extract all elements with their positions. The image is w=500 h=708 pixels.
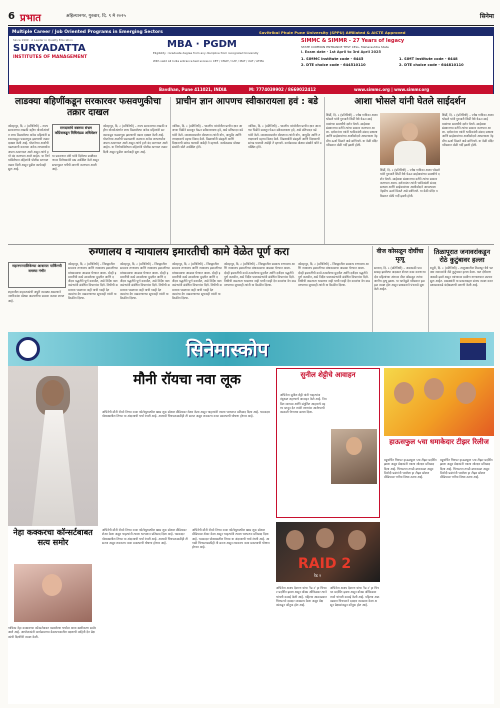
newspaper-logo: प्रभात — [20, 13, 42, 24]
headline-neha-kakkar: नेहा कक्करचा कॉन्सर्टबाबत सत्य समोर — [13, 528, 93, 547]
article-body: शिर्डी, दि. ८ (प्रतिनिधी) – ज्येष्ठ गायिका आशा भोसले यांनी गुरुवारी शिर्डी येथे येऊन साईबाबांच्या समाधीचे दर्शन घेतले. साईबाबा संस्थानच्या वतीने त्यांचा सत्कार करण्यात आला. दर्शनानंतर त्यांनी भाविकांशी संवाद साधला आणि साईबाबांच्या आशीर्वादाने आपल्याला नेहमीच ऊर्जा मिळते असे सांगितले. या वेळी मंदिर परिसरात मोठी गर्दी झाली होती. — [326, 113, 378, 148]
headline-tilapur: तिळापूरात जनावरांकडून रोठे कुटुंबावर हल्ला — [433, 248, 491, 264]
article-body-continued: शिर्डी, दि. ८ (प्रतिनिधी) – ज्येष्ठ गायिका आशा भोसले यांनी गुरुवारी शिर्डी येथे येऊन साईबाबांच्या समाधीचे दर्शन घेतले. साईबाबा संस्थानच्या वतीने त्यांचा सत्कार करण्यात आला. दर्शनानंतर त्यांनी भाविकांशी संवाद साधला आणि साईबाबांच्या आशीर्वादाने आपल्याला नेहमीच ऊर्जा मिळते असे सांगितले. या वेळी मंदिर परिसरात मोठी गर्दी झाली होती. — [380, 168, 440, 198]
neha-kakkar-photo — [14, 564, 92, 622]
side-box-body: या प्रकरणात मंत्री यांनी दिलेल्या स्पष्टीकरणावर विरोधकांनी प्रश्न उपस्थित केले असून सभागृहात चर्चेची मागणी करण्यात आली आहे. — [52, 154, 99, 171]
clapboard-icon — [460, 338, 486, 360]
article-body: सातारा, दि. ८ (प्रतिनिधी) – अवकाळी पावसासह झालेल्या वादळात शेतात काम करणाऱ्या दोन महिलांच्या अंगावर वीज कोसळून त्यांचा जागीच मृत्यू झाला. या घटनेमुळे परिसरात हळहळ व्यक्त होत असून प्रशासनाने पंचनामे सुरू केले आहेत. — [374, 266, 426, 292]
article-body: कोल्हापूर, दि. ८ (प्रतिनिधी) – राज्य सरकारच्या लाडकी बहीण योजनेअंतर्गत लाभ मिळालेल्या अनेक महिलांनी सरकारकडून फसवणूक झाल्याची तक्रार दाखल केली आहे. योजनेच्या अर्जांची पडताळणी करताना अनेक लाभार्थ्यांना अपात्र ठरवण्यात आले असून त्यांचे हप्ते बंद करण्यात आले आहेत. या निर्णयाविरोधात महिलांनी पोलीस ठाण्यात तक्रार दिली असून पुढील कार्यवाही सुरू आहे. — [8, 124, 50, 171]
article-body: कोल्हापूर, दि. ८ (प्रतिनिधी) – जिल्ह्यातील सामान्य रुग्णालय आणि न्यायालय इमारतीच्या बांधकामाचा आढावा घेण्यात आला. दोन्ही इमारतींची कामे ठरवलेल्या मुदतीत आणि दर्जेदार पद्धतीने पूर्ण करावीत, असे निर्देश पालकमंत्र्यांनी संबंधित विभागांना दिले. निधीची कमतरता भासणार नाही याची ग्वाही देत कामांचा वेग वाढवण्याच्या सूचनाही त्यांनी या बैठकीत दिल्या. — [68, 262, 118, 301]
column-divider — [372, 246, 373, 332]
ad-program-panel: MBA · PGDM Eligibility : Graduate degree from any discipline from recognized University With valid All India entrance test scores in CET / CMAT / CAT / MAT / XAT / ATMA — [153, 39, 264, 63]
article-body-continued: कोल्हापूर, दि. ८ (प्रतिनिधी) – जिल्ह्यातील सामान्य रुग्णालय आणि न्यायालय इमारतीच्या बांधकामाचा आढावा घेण्यात आला. दोन्ही इमारतींची कामे ठरवलेल्या मुदतीत आणि दर्जेदार पद्धतीने पूर्ण करावीत, असे निर्देश पालकमंत्र्यांनी संबंधित विभागांना दिले. निधीची कमतरता भासणार नाही याची ग्वाही देत कामांचा वेग वाढवण्याच्या सूचनाही त्यांनी या बैठकीत दिल्या. — [120, 262, 170, 301]
cinema-section — [8, 332, 494, 704]
headline-ladki-bahin: लाडक्या बहिणींकडून सरकारवर फसवणुकीचा तक्रार दाखल — [14, 97, 162, 118]
column-divider — [170, 97, 171, 245]
column-divider — [324, 97, 325, 245]
section-name: सिनेमा — [479, 13, 494, 20]
article-body: गायिका नेहा कक्करच्या कॉन्सर्टबाबत पसरलेल्या चर्चांवर आता स्पष्टीकरण समोर आले आहे. आयोजकांनी कार्यक्रमाच्या वेळापत्रकातील बदलाची माहिती देत प्रेक्षकांची दिलगिरी व्यक्त केली. — [8, 626, 96, 639]
article-body: बहुचर्चित चित्रपट हाऊसफुल ५चा टीझर प्रदर्शित झाला असून प्रेक्षकांनी त्याला जोरदार प्रतिसाद दिला आहे. चित्रपटात तगडी स्टारकास्ट असून विनोदी प्रसंगांनी भरलेला हा टीझर सोशल मीडियावर चर्चेचा विषय ठरला आहे. — [384, 458, 437, 480]
headline-asha-bhosle: आशा भोसले यांनी घेतले साईदर्शन — [354, 97, 466, 107]
sunil-shetty-photo — [331, 429, 377, 484]
asha-bhosle-photo — [380, 113, 440, 165]
article-body-continued: अभिनेता अजय देवगण यांचा 'रेड २' हा चित्रपट प्रदर्शित झाला असून बॉक्स ऑफिसवर त्याने चांगली कमाई केली आहे. पहिल्या आठवड्यात चित्रपटाने दमदार व्यवसाय केला असून प्रेक्षकांकडून कौतुक होत आहे. — [330, 586, 380, 608]
dateline: अहिल्यानगर, गुरुवार, दि. ९ मे २०२५ — [66, 14, 126, 19]
cinema-banner — [8, 332, 494, 366]
article-body-continued: नाशिक, दि. ८ (प्रतिनिधी) – भारतीय परंपरेतील प्राचीन ज्ञान आजच्या पिढीने समजून घेऊन स्वीकारायला हवे, असे प्रतिपादन बडे यांनी केले. व्याख्यानमालेत बोलताना त्यांनी योग, आयुर्वेद आणि तत्त्वज्ञानाचे महत्त्व विशद केले. विद्यार्थ्यांनी संस्कृती आणि विज्ञानाची सांगड घालावी असेही ते म्हणाले. कार्यक्रमास मोठ्या संख्येने श्रोते उपस्थित होते. — [248, 124, 322, 150]
article-body-continued: अभिनेत्री मौनी रॉयने तिच्या नव्या फोटोशूटमधील खास लूक सोशल मीडियावर शेअर केला असून चाहत्यांनी त्याला भरभरून प्रतिसाद दिला आहे. चमकदार पोशाखातील तिच्या या अंदाजाची चर्चा रंगली आहे. आगामी चित्रपटासाठीही ती सज्ज असून लवकरच नव्या प्रकल्पाची घोषणा होणार आहे. — [192, 528, 270, 550]
housefull-poster — [384, 368, 494, 436]
article-body: नाशिक, दि. ८ (प्रतिनिधी) – भारतीय परंपरेतील प्राचीन ज्ञान आजच्या पिढीने समजून घेऊन स्वीकारायला हवे, असे प्रतिपादन बडे यांनी केले. व्याख्यानमालेत बोलताना त्यांनी योग, आयुर्वेद आणि तत्त्वज्ञानाचे महत्त्व विशद केले. विद्यार्थ्यांनी संस्कृती आणि विज्ञानाची सांगड घालावी असेही ते म्हणाले. कार्यक्रमास मोठ्या संख्येने श्रोते उपस्थित होते. — [172, 124, 243, 150]
film-reel-icon — [16, 337, 40, 361]
column-divider — [428, 246, 429, 332]
ad-top-bar: Multiple Career / Job Oriented Programs in Emerging Sectors Savitribai Phule Pune University (SPPU) Affiliated & AICTE Approved — [9, 28, 493, 36]
section-rule — [8, 244, 494, 245]
article-body: राहुरी, दि. ८ (प्रतिनिधी) – तालुक्यातील तिळापूर येथे भटक्या जनावरांनी रोठे कुटुंबावर हल्ला केला. यात दोघेजण जखमी झाले असून त्यांच्यावर ग्रामीण रुग्णालयात उपचार सुरू आहेत. ग्रामस्थांनी या प्रकाराबद्दल संताप व्यक्त करत प्रशासनाकडे बंदोबस्ताची मागणी केली आहे. — [430, 266, 493, 288]
ad-bottom-bar: Bavdhan, Pune 411021, INDIA M: 7774039902 / 8669022412 www.simmc.org | www.simmr.org — [9, 85, 493, 94]
masthead-rule — [8, 25, 494, 26]
article-body: अभिनेत्री मौनी रॉयने तिच्या नव्या फोटोशूटमधील खास लूक सोशल मीडियावर शेअर केला असून चाहत्यांनी त्याला भरभरून प्रतिसाद दिला आहे. चमकदार पोशाखातील तिच्या या अंदाजाची चर्चा रंगली आहे. आगामी चित्रपटासाठीही ती सज्ज असून लवकरच नव्या प्रकल्पाची घोषणा होणार आहे. — [102, 410, 270, 419]
article-body-continued: कोल्हापूर, दि. ८ (प्रतिनिधी) – जिल्ह्यातील सामान्य रुग्णालय आणि न्यायालय इमारतीच्या बांधकामाचा आढावा घेण्यात आला. दोन्ही इमारतींची कामे ठरवलेल्या मुदतीत आणि दर्जेदार पद्धतीने पूर्ण करावीत, असे निर्देश पालकमंत्र्यांनी संबंधित विभागांना दिले. निधीची कमतरता भासणार नाही याची ग्वाही देत कामांचा वेग वाढवण्याच्या सूचनाही त्यांनी या बैठकीत दिल्या. — [224, 262, 296, 288]
article-body-continued: अभिनेत्री मौनी रॉयने तिच्या नव्या फोटोशूटमधील खास लूक सोशल मीडियावर शेअर केला असून चाहत्यांनी त्याला भरभरून प्रतिसाद दिला आहे. चमकदार पोशाखातील तिच्या या अंदाजाची चर्चा रंगली आहे. आगामी चित्रपटासाठीही ती सज्ज असून लवकरच नव्या प्रकल्पाची घोषणा होणार आहे. — [102, 528, 188, 545]
sunil-shetty-box: सुनील शेट्टीचे आवाहन अभिनेता सुनील शेट्टी यांनी चाहत्यांना तंदुरुस्त राहण्याचे आवाहन केले आहे. नियमित व्यायाम आणि संतुलित आहाराचे महत्त्व पटवून देत त्यांनी तरुणांना आरोग्याची काळजी घेण्याचा सल्ला दिला. — [276, 368, 380, 518]
side-box: महानगरपालिकेच्या आवारात पार्किंगची समस्या गंभीर — [8, 262, 66, 288]
article-body-continued: बहुचर्चित चित्रपट हाऊसफुल ५चा टीझर प्रदर्शित झाला असून प्रेक्षकांनी त्याला जोरदार प्रतिसाद दिला आहे. चित्रपटात तगडी स्टारकास्ट असून विनोदी प्रसंगांनी भरलेला हा टीझर सोशल मीडियावर चर्चेचा विषय ठरला आहे. — [440, 458, 493, 480]
headline-lightning: वीज कोसळून दोघींचा मृत्यू — [376, 248, 424, 263]
page-number: 6 — [8, 11, 15, 22]
headline-mouni-roy: मौनी रॉयचा नवा लूक — [133, 372, 241, 388]
article-body-continued: कोल्हापूर, दि. ८ (प्रतिनिधी) – जिल्ह्यातील सामान्य रुग्णालय आणि न्यायालय इमारतीच्या बांधकामाचा आढावा घेण्यात आला. दोन्ही इमारतींची कामे ठरवलेल्या मुदतीत आणि दर्जेदार पद्धतीने पूर्ण करावीत, असे निर्देश पालकमंत्र्यांनी संबंधित विभागांना दिले. निधीची कमतरता भासणार नाही याची ग्वाही देत कामांचा वेग वाढवण्याच्या सूचनाही त्यांनी या बैठकीत दिल्या. — [298, 262, 370, 288]
masthead — [8, 10, 494, 24]
raid2-poster: RAID 2 रेड २ — [276, 522, 380, 582]
article-body-continued: शिर्डी, दि. ८ (प्रतिनिधी) – ज्येष्ठ गायिका आशा भोसले यांनी गुरुवारी शिर्डी येथे येऊन साईबाबांच्या समाधीचे दर्शन घेतले. साईबाबा संस्थानच्या वतीने त्यांचा सत्कार करण्यात आला. दर्शनानंतर त्यांनी भाविकांशी संवाद साधला आणि साईबाबांच्या आशीर्वादाने आपल्याला नेहमीच ऊर्जा मिळते असे सांगितले. या वेळी मंदिर परिसरात मोठी गर्दी झाली होती. — [442, 113, 494, 148]
headline-housefull: हाऊसफुल ५चा धमाकेदार टीझर रिलीज — [389, 438, 489, 446]
program-title: MBA · PGDM — [167, 39, 237, 50]
headline-prachin-dnyan: प्राचीन ज्ञान आपणच स्वीकारायला हवं : बडे — [175, 97, 318, 107]
article-body: अभिनेता अजय देवगण यांचा 'रेड २' हा चित्रपट प्रदर्शित झाला असून बॉक्स ऑफिसवर त्याने चांगली कमाई केली आहे. पहिल्या आठवड्यात चित्रपटाने दमदार व्यवसाय केला असून प्रेक्षकांकडून कौतुक होत आहे. — [276, 586, 327, 608]
side-box-body: शहरातील वाहनतळांची अपुरी व्यवस्था असल्याने नागरिकांना मोठ्या अडचणींचा सामना करावा लागत आहे. — [8, 290, 65, 303]
side-box-title: रामदासांचे वक्तव्य संभ्रम कॉंग्रेसकडून विधिमंडळ अधिवेशन — [54, 126, 98, 135]
ad-right-panel: SIMMC & SIMMR - 27 Years of legacy STATE COMMON ENTRANCE TEST CELL, Maharashtra State i. Exam date - 1st April to 3rd April 2025 1. SIMMC Institute code - 6445 1. SIMT Institute code - 6448 2. DTE choice code - 644510110 2. DTE choice code - 644810110 — [301, 38, 464, 67]
brand-name: SURYADATTA — [13, 43, 86, 54]
mouni-roy-photo — [8, 366, 98, 526]
headline-hospital-court: रुग्णालय व न्यायालय इमारतीची कामे वेळेत पूर्ण करा — [88, 246, 290, 258]
raid2-title: RAID 2 — [298, 556, 352, 572]
suryadatta-ad — [8, 27, 494, 94]
article-body-continued: कोल्हापूर, दि. ८ (प्रतिनिधी) – जिल्ह्यातील सामान्य रुग्णालय आणि न्यायालय इमारतीच्या बांधकामाचा आढावा घेण्यात आला. दोन्ही इमारतींची कामे ठरवलेल्या मुदतीत आणि दर्जेदार पद्धतीने पूर्ण करावीत, असे निर्देश पालकमंत्र्यांनी संबंधित विभागांना दिले. निधीची कमतरता भासणार नाही याची ग्वाही देत कामांचा वेग वाढवण्याच्या सूचनाही त्यांनी या बैठकीत दिल्या. — [172, 262, 222, 301]
ad-left-panel: Since 1999 · A Leader in Quality Education SURYADATTA INSTITUTES OF MANAGEMENT — [13, 38, 88, 60]
side-box — [52, 124, 100, 152]
article-body-continued: कोल्हापूर, दि. ८ (प्रतिनिधी) – राज्य सरकारच्या लाडकी बहीण योजनेअंतर्गत लाभ मिळालेल्या अनेक महिलांनी सरकारकडून फसवणूक झाल्याची तक्रार दाखल केली आहे. योजनेच्या अर्जांची पडताळणी करताना अनेक लाभार्थ्यांना अपात्र ठरवण्यात आले असून त्यांचे हप्ते बंद करण्यात आले आहेत. या निर्णयाविरोधात महिलांनी पोलीस ठाण्यात तक्रार दिली असून पुढील कार्यवाही सुरू आहे. — [103, 124, 168, 154]
cinema-banner-title: सिनेमास्कोप — [186, 339, 269, 361]
